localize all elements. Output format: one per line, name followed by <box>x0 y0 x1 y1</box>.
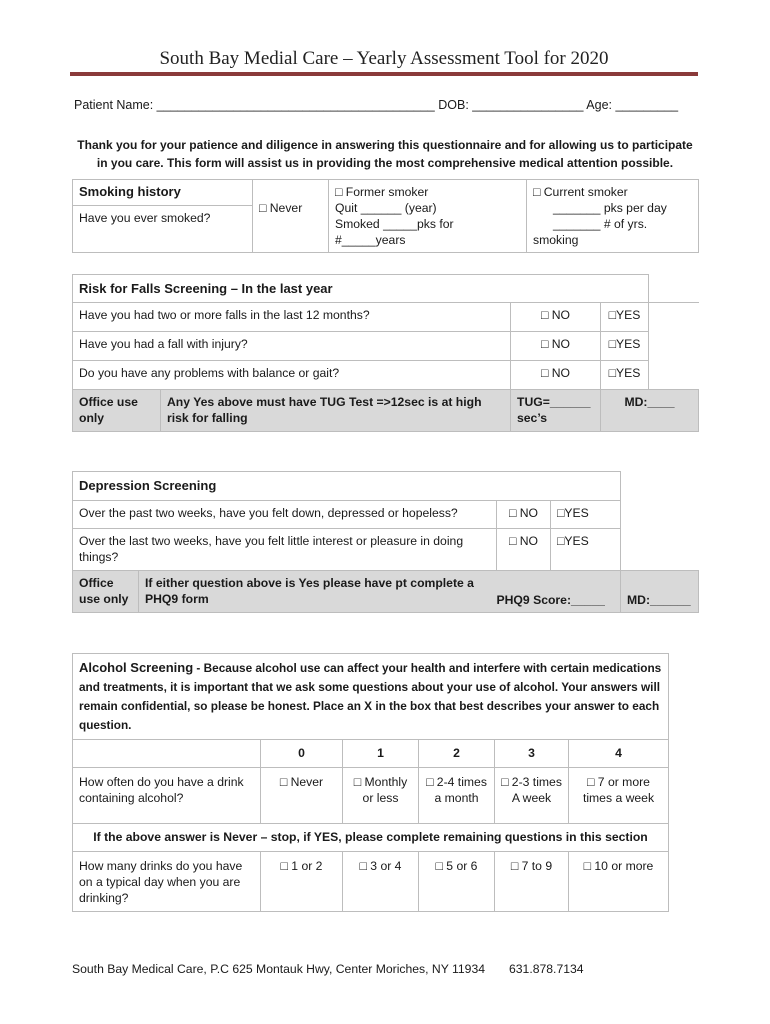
smoking-former-option[interactable] <box>329 180 527 253</box>
tug-field[interactable]: TUG=______ sec’s <box>511 390 601 432</box>
alcohol-frequency-question: How often do you have a drink containing alcohol? <box>73 768 261 824</box>
score-header: 0 <box>261 740 343 768</box>
footer-phone: 631.878.7134 <box>509 962 584 976</box>
depression-md-field[interactable]: MD:______ <box>621 571 699 613</box>
falls-no-checkbox[interactable]: □ NO <box>511 303 601 332</box>
depression-yes-checkbox[interactable]: □YES <box>551 529 621 571</box>
falls-no-checkbox[interactable]: □ NO <box>511 332 601 361</box>
falls-office-label: Office use only <box>73 390 161 432</box>
footer <box>72 962 584 976</box>
depression-yes-checkbox[interactable]: □YES <box>551 501 621 529</box>
frequency-option[interactable]: □ 7 or more times a week <box>569 768 669 824</box>
frequency-option[interactable]: □ Never <box>261 768 343 824</box>
smoking-heading: Smoking history <box>73 180 253 206</box>
depression-no-checkbox[interactable]: □ NO <box>497 529 551 571</box>
alcohol-heading-cell <box>73 654 669 740</box>
drinks-option[interactable]: □ 3 or 4 <box>343 852 419 912</box>
falls-question: Have you had a fall with injury? <box>73 332 511 361</box>
falls-heading: Risk for Falls Screening – In the last year <box>73 275 649 303</box>
alcohol-heading: Alcohol Screening <box>79 660 194 675</box>
alcohol-table <box>72 653 669 912</box>
page-title: South Bay Medial Care – Yearly Assessment Tool for 2020 <box>159 48 609 69</box>
phq9-score-field[interactable]: PHQ9 Score:_____ <box>497 571 621 613</box>
falls-question: Have you had two or more falls in the last 12 months? <box>73 303 511 332</box>
depression-office-note: If either question above is Yes please have pt complete a PHQ9 form <box>139 571 497 613</box>
footer-address: South Bay Medical Care, P.C 625 Montauk Hwy, Center Moriches, NY 11934 <box>72 962 485 976</box>
depression-question: Over the past two weeks, have you felt down, depressed or hopeless? <box>73 501 497 529</box>
falls-question: Do you have any problems with balance or gait? <box>73 361 511 390</box>
intro-text: Thank you for your patience and diligence in answering this questionnaire and for allowing us to participate in you care. This form will assist us in providing the most comprehensive medical attention possible. <box>77 138 693 170</box>
alcohol-instruction: If the above answer is Never – stop, if YES, please complete remaining questions in this section <box>73 824 669 852</box>
depression-table <box>72 471 699 613</box>
depression-office-label: Office use only <box>73 571 139 613</box>
score-header: 1 <box>343 740 419 768</box>
drinks-option[interactable]: □ 1 or 2 <box>261 852 343 912</box>
falls-yes-checkbox[interactable]: □YES <box>601 303 649 332</box>
score-header: 4 <box>569 740 669 768</box>
current-line: smoking <box>533 233 579 247</box>
depression-no-checkbox[interactable]: □ NO <box>497 501 551 529</box>
current-line: _______ pks per day <box>553 201 667 215</box>
current-line: □ Current smoker <box>533 185 628 199</box>
falls-table <box>72 274 699 432</box>
falls-md-field[interactable]: MD:____ <box>601 390 699 432</box>
frequency-option[interactable]: □ 2-4 times a month <box>419 768 495 824</box>
depression-heading: Depression Screening <box>73 472 621 501</box>
smoking-table <box>72 179 699 253</box>
former-line: □ Former smoker <box>335 185 429 199</box>
falls-office-note: Any Yes above must have TUG Test =>12sec is at high risk for falling <box>161 390 511 432</box>
falls-yes-checkbox[interactable]: □YES <box>601 361 649 390</box>
frequency-option[interactable]: □ 2-3 times A week <box>495 768 569 824</box>
score-header: 3 <box>495 740 569 768</box>
smoking-current-option[interactable] <box>527 180 699 253</box>
title-divider <box>70 72 698 76</box>
current-line: _______ # of yrs. <box>553 217 648 231</box>
frequency-option[interactable]: □ Monthly or less <box>343 768 419 824</box>
depression-question: Over the last two weeks, have you felt little interest or pleasure in doing things? <box>73 529 497 571</box>
patient-info-line[interactable]: Patient Name: ________________________________________ DOB: ________________ Age: _________ <box>74 98 679 112</box>
drinks-option[interactable]: □ 10 or more <box>569 852 669 912</box>
former-line: Smoked _____pks for <box>335 217 454 231</box>
smoking-never-checkbox[interactable]: □ Never <box>253 180 329 253</box>
former-line: Quit ______ (year) <box>335 201 437 215</box>
falls-no-checkbox[interactable]: □ NO <box>511 361 601 390</box>
falls-yes-checkbox[interactable]: □YES <box>601 332 649 361</box>
drinks-option[interactable]: □ 7 to 9 <box>495 852 569 912</box>
alcohol-intro: - Because alcohol use can affect your health and interfere with certain medications and treatments, it is important that we ask some questions about your use of alcohol. Your answers will remain confidential, so please be honest. Place an X in the box that best describes your answer to each question. <box>79 661 662 732</box>
former-line: #_____years <box>335 233 406 247</box>
alcohol-drinks-question: How many drinks do you have on a typical day when you are drinking? <box>73 852 261 912</box>
smoking-question: Have you ever smoked? <box>73 205 253 252</box>
drinks-option[interactable]: □ 5 or 6 <box>419 852 495 912</box>
score-header: 2 <box>419 740 495 768</box>
